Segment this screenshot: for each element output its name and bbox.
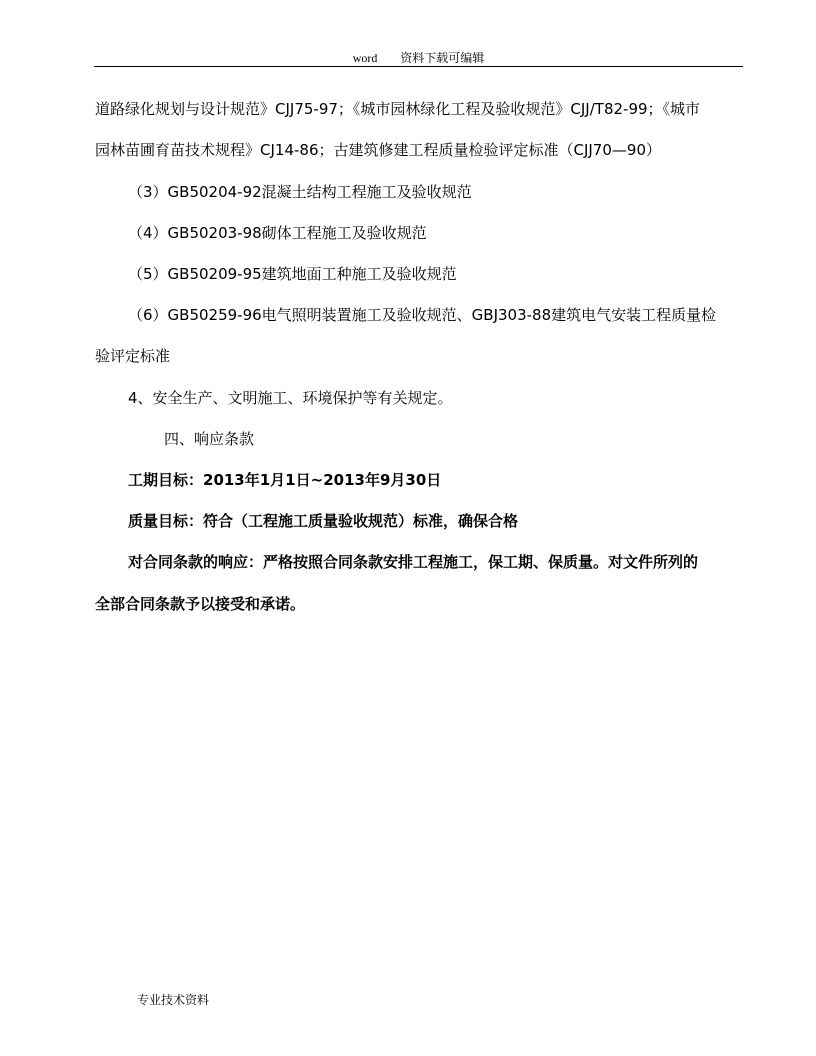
section-heading: 四、响应条款 [164, 430, 255, 448]
body-line-5: （5）GB50209-95建筑地面工种施工及验收规范 [128, 265, 457, 283]
page-header [94, 46, 743, 67]
body-line-3: （3）GB50204-92混凝土结构工程施工及验收规范 [128, 183, 472, 201]
quality-target: 质量目标：符合（工程施工质量验收规范）标准，确保合格 [128, 512, 519, 530]
body-line-6: （6）GB50259-96电气照明装置施工及验收规范、GBJ303-88建筑电气安装工程质量检 [128, 306, 717, 324]
contract-response-line-2: 全部合同条款予以接受和承诺。 [95, 595, 306, 613]
body-line-8: 4、安全生产、文明施工、环境保护等有关规定。 [128, 389, 453, 407]
page-footer: 专业技术资料 [137, 993, 210, 1007]
schedule-target: 工期目标：2013年1月1日~2013年9月30日 [128, 471, 442, 489]
body-line-2: 园林苗圃育苗技术规程》CJ14-86；古建筑修建工程质量检验评定标准（CJJ70—90） [95, 141, 661, 159]
header-word: word [352, 51, 378, 65]
header-caption: 资料下载可编辑 [400, 51, 485, 65]
body-line-1: 道路绿化规划与设计规范》CJJ75-97；《城市园林绿化工程及验收规范》CJJ/T82-99；《城市 [95, 100, 701, 118]
body-line-7: 验评定标准 [95, 347, 171, 365]
header-text-group [94, 49, 743, 66]
contract-response-line-1: 对合同条款的响应：严格按照合同条款安排工程施工，保工期、保质量。对文件所列的 [128, 553, 699, 571]
body-line-4: （4）GB50203-98砌体工程施工及验收规范 [128, 224, 427, 242]
